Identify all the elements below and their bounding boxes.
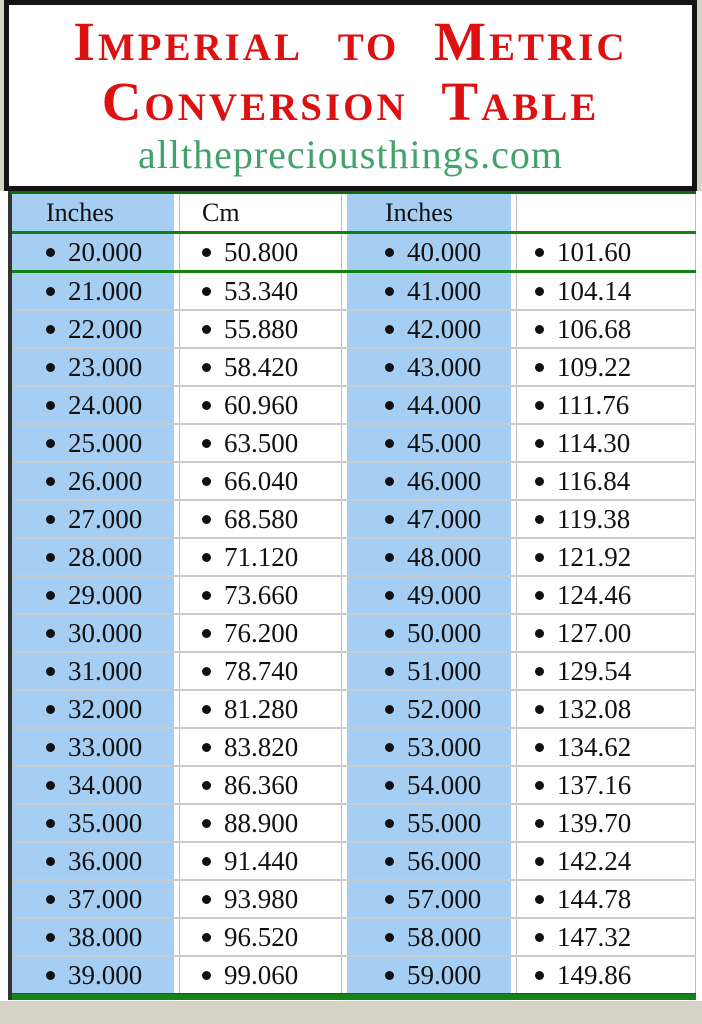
bullet-icon <box>46 971 55 980</box>
inches-left-cell <box>12 767 174 803</box>
bullet-icon <box>535 933 544 942</box>
cell-value: 30.000 <box>68 618 143 648</box>
bullet-icon <box>202 477 211 486</box>
bullet-icon <box>535 439 544 448</box>
bullet-icon <box>385 515 394 524</box>
cell-value: 66.040 <box>224 466 299 496</box>
cell-value: 22.000 <box>68 314 143 344</box>
cell-value: 63.500 <box>224 428 299 458</box>
inches-left-cell <box>12 957 174 993</box>
table-row <box>12 425 696 461</box>
cm-left-cell <box>179 234 342 270</box>
cm-left-cell <box>179 729 342 765</box>
page-title-line1: Imperial to Metric <box>73 11 628 72</box>
cell-value: 96.520 <box>224 922 299 952</box>
cell-value: 50.000 <box>407 618 482 648</box>
cell-value: 45.000 <box>407 428 482 458</box>
page-title-line2: Conversion Table <box>101 71 600 132</box>
table-row <box>12 653 696 689</box>
cell-value: 20.000 <box>68 237 143 267</box>
bullet-icon <box>46 325 55 334</box>
bullet-icon <box>46 857 55 866</box>
bullet-icon <box>385 439 394 448</box>
bullet-icon <box>202 325 211 334</box>
table-row <box>12 349 696 385</box>
cm-right-cell <box>516 349 696 385</box>
bullet-icon <box>202 705 211 714</box>
bullet-icon <box>202 819 211 828</box>
cm-right-cell <box>516 311 696 347</box>
cell-value: 47.000 <box>407 504 482 534</box>
bullet-icon <box>535 781 544 790</box>
inches-right-cell <box>347 919 511 955</box>
cell-value: 59.000 <box>407 960 482 990</box>
cell-value: 26.000 <box>68 466 143 496</box>
inches-left-cell <box>12 387 174 423</box>
table-bottom-border <box>12 993 696 1000</box>
website-url: allthepreciousthings.com <box>137 132 563 177</box>
cell-value: 58.420 <box>224 352 299 382</box>
cm-right-cell <box>516 273 696 309</box>
inches-left-cell <box>12 919 174 955</box>
bullet-icon <box>202 553 211 562</box>
bullet-icon <box>385 325 394 334</box>
bullet-icon <box>535 248 544 257</box>
table-row <box>12 577 696 613</box>
column-header-cm-right <box>516 194 696 231</box>
cell-value: 149.86 <box>557 960 632 990</box>
cell-value: 91.440 <box>224 846 299 876</box>
cell-value: 99.060 <box>224 960 299 990</box>
bullet-icon <box>535 971 544 980</box>
cm-right-cell <box>516 463 696 499</box>
inches-left-cell <box>12 615 174 651</box>
cell-value: 27.000 <box>68 504 143 534</box>
bullet-icon <box>46 819 55 828</box>
inches-left-cell <box>12 463 174 499</box>
cell-value: 43.000 <box>407 352 482 382</box>
cell-value: 48.000 <box>407 542 482 572</box>
cm-right-cell <box>516 805 696 841</box>
bullet-icon <box>202 667 211 676</box>
bullet-icon <box>385 743 394 752</box>
bullet-icon <box>202 248 211 257</box>
cm-right-cell <box>516 501 696 537</box>
table-row <box>12 957 696 993</box>
cell-value: 32.000 <box>68 694 143 724</box>
inches-left-cell <box>12 425 174 461</box>
bullet-icon <box>202 743 211 752</box>
bullet-icon <box>46 743 55 752</box>
cell-value: 53.000 <box>407 732 482 762</box>
cell-value: 111.76 <box>557 390 630 420</box>
cell-value: 33.000 <box>68 732 143 762</box>
cm-right-cell <box>516 577 696 613</box>
bullet-icon <box>535 401 544 410</box>
bullet-icon <box>535 857 544 866</box>
table-header-row <box>12 194 696 231</box>
bullet-icon <box>385 363 394 372</box>
cm-right-cell <box>516 425 696 461</box>
inches-right-cell <box>347 767 511 803</box>
cm-left-cell <box>179 577 342 613</box>
bullet-icon <box>46 477 55 486</box>
cm-right-cell <box>516 881 696 917</box>
table-row <box>12 501 696 537</box>
cell-value: 53.340 <box>224 276 299 306</box>
cell-value: 144.78 <box>557 884 632 914</box>
bullet-icon <box>385 667 394 676</box>
bullet-icon <box>202 857 211 866</box>
table-row <box>12 615 696 651</box>
bullet-icon <box>385 781 394 790</box>
inches-right-cell <box>347 577 511 613</box>
inches-left-cell <box>12 539 174 575</box>
inches-left-cell <box>12 843 174 879</box>
cm-right-cell <box>516 539 696 575</box>
cell-value: 40.000 <box>407 237 482 267</box>
cell-value: 116.84 <box>557 466 631 496</box>
cell-value: 83.820 <box>224 732 299 762</box>
inches-right-cell <box>347 234 511 270</box>
cell-value: 41.000 <box>407 276 482 306</box>
cell-value: 104.14 <box>557 276 632 306</box>
inches-right-cell <box>347 463 511 499</box>
cell-value: 142.24 <box>557 846 632 876</box>
bullet-icon <box>535 705 544 714</box>
bullet-icon <box>202 971 211 980</box>
inches-right-cell <box>347 881 511 917</box>
cm-left-cell <box>179 767 342 803</box>
cell-value: 81.280 <box>224 694 299 724</box>
table-row <box>12 843 696 879</box>
bullet-icon <box>385 477 394 486</box>
bullet-icon <box>46 363 55 372</box>
cm-right-cell <box>516 234 696 270</box>
table-row <box>12 729 696 765</box>
bullet-icon <box>46 895 55 904</box>
cell-value: 39.000 <box>68 960 143 990</box>
cm-left-cell <box>179 425 342 461</box>
inches-left-cell <box>12 691 174 727</box>
cell-value: 25.000 <box>68 428 143 458</box>
inches-left-cell <box>12 349 174 385</box>
cell-value: 78.740 <box>224 656 299 686</box>
table-row <box>12 805 696 841</box>
cell-value: 55.000 <box>407 808 482 838</box>
cm-left-cell <box>179 311 342 347</box>
inches-left-cell <box>12 729 174 765</box>
inches-right-cell <box>347 273 511 309</box>
cm-left-cell <box>179 843 342 879</box>
cm-left-cell <box>179 691 342 727</box>
bullet-icon <box>46 439 55 448</box>
cm-right-cell <box>516 691 696 727</box>
cell-value: 76.200 <box>224 618 299 648</box>
bullet-icon <box>535 287 544 296</box>
cell-value: 50.800 <box>224 237 299 267</box>
cell-value: 36.000 <box>68 846 143 876</box>
cell-value: 119.38 <box>557 504 631 534</box>
inches-right-cell <box>347 957 511 993</box>
cell-value: 60.960 <box>224 390 299 420</box>
cm-right-cell <box>516 843 696 879</box>
cell-value: 121.92 <box>557 542 632 572</box>
column-header-cm-left: Cm <box>179 194 342 231</box>
inches-right-cell <box>347 501 511 537</box>
cell-value: 52.000 <box>407 694 482 724</box>
bullet-icon <box>535 667 544 676</box>
cm-right-cell <box>516 615 696 651</box>
bullet-icon <box>46 401 55 410</box>
bullet-icon <box>535 743 544 752</box>
cell-value: 109.22 <box>557 352 632 382</box>
cell-value: 101.60 <box>557 237 632 267</box>
table-row <box>12 273 696 309</box>
bullet-icon <box>385 819 394 828</box>
bullet-icon <box>535 553 544 562</box>
table-row <box>12 919 696 955</box>
cell-value: 86.360 <box>224 770 299 800</box>
cell-value: 132.08 <box>557 694 632 724</box>
bullet-icon <box>535 325 544 334</box>
cell-value: 106.68 <box>557 314 632 344</box>
bullet-icon <box>535 477 544 486</box>
bullet-icon <box>46 667 55 676</box>
table-row <box>12 234 696 270</box>
inches-right-cell <box>347 349 511 385</box>
inches-right-cell <box>347 653 511 689</box>
cell-value: 127.00 <box>557 618 632 648</box>
cm-left-cell <box>179 273 342 309</box>
cm-left-cell <box>179 349 342 385</box>
bullet-icon <box>385 629 394 638</box>
bullet-icon <box>202 933 211 942</box>
cell-value: 37.000 <box>68 884 143 914</box>
cell-value: 139.70 <box>557 808 632 838</box>
bullet-icon <box>202 515 211 524</box>
cell-value: 44.000 <box>407 390 482 420</box>
bullet-icon <box>535 819 544 828</box>
inches-right-cell <box>347 539 511 575</box>
bullet-icon <box>385 705 394 714</box>
bullet-icon <box>385 971 394 980</box>
bullet-icon <box>385 895 394 904</box>
cell-value: 29.000 <box>68 580 143 610</box>
bullet-icon <box>385 401 394 410</box>
cell-value: 58.000 <box>407 922 482 952</box>
cell-value: 57.000 <box>407 884 482 914</box>
cm-left-cell <box>179 805 342 841</box>
cell-value: 134.62 <box>557 732 632 762</box>
cell-value: 54.000 <box>407 770 482 800</box>
bullet-icon <box>46 933 55 942</box>
cell-value: 31.000 <box>68 656 143 686</box>
cell-value: 21.000 <box>68 276 143 306</box>
cell-value: 73.660 <box>224 580 299 610</box>
table-row <box>12 691 696 727</box>
cell-value: 46.000 <box>407 466 482 496</box>
bullet-icon <box>535 363 544 372</box>
cell-value: 55.880 <box>224 314 299 344</box>
bullet-icon <box>535 895 544 904</box>
table-row <box>12 881 696 917</box>
inches-right-cell <box>347 387 511 423</box>
cell-value: 137.16 <box>557 770 632 800</box>
inches-left-cell <box>12 273 174 309</box>
cell-value: 28.000 <box>68 542 143 572</box>
inches-left-cell <box>12 234 174 270</box>
inches-left-cell <box>12 577 174 613</box>
cm-left-cell <box>179 957 342 993</box>
cell-value: 147.32 <box>557 922 632 952</box>
cell-value: 68.580 <box>224 504 299 534</box>
table-row <box>12 463 696 499</box>
bullet-icon <box>46 781 55 790</box>
cell-value: 49.000 <box>407 580 482 610</box>
bullet-icon <box>46 705 55 714</box>
bullet-icon <box>535 591 544 600</box>
inches-left-cell <box>12 501 174 537</box>
header-box <box>4 0 697 191</box>
inches-left-cell <box>12 881 174 917</box>
bullet-icon <box>202 401 211 410</box>
inches-left-cell <box>12 311 174 347</box>
table-row <box>12 767 696 803</box>
table-row <box>12 539 696 575</box>
bullet-icon <box>46 287 55 296</box>
table-row <box>12 311 696 347</box>
column-header-inches-right: Inches <box>347 194 511 231</box>
cm-left-cell <box>179 387 342 423</box>
inches-right-cell <box>347 691 511 727</box>
table-body <box>12 234 696 993</box>
bullet-icon <box>385 248 394 257</box>
cell-value: 114.30 <box>557 428 631 458</box>
conversion-table <box>8 191 696 1000</box>
bullet-icon <box>202 781 211 790</box>
cell-value: 42.000 <box>407 314 482 344</box>
bullet-icon <box>46 591 55 600</box>
cell-value: 71.120 <box>224 542 299 572</box>
cell-value: 35.000 <box>68 808 143 838</box>
bullet-icon <box>202 895 211 904</box>
bullet-icon <box>202 629 211 638</box>
cm-right-cell <box>516 729 696 765</box>
bullet-icon <box>202 363 211 372</box>
bullet-icon <box>385 553 394 562</box>
bullet-icon <box>385 857 394 866</box>
inches-right-cell <box>347 615 511 651</box>
inches-right-cell <box>347 729 511 765</box>
cell-value: 93.980 <box>224 884 299 914</box>
inches-left-cell <box>12 653 174 689</box>
cm-right-cell <box>516 919 696 955</box>
bullet-icon <box>385 933 394 942</box>
cm-right-cell <box>516 653 696 689</box>
cm-left-cell <box>179 653 342 689</box>
cm-right-cell <box>516 767 696 803</box>
cm-right-cell <box>516 387 696 423</box>
cell-value: 88.900 <box>224 808 299 838</box>
bullet-icon <box>385 591 394 600</box>
cm-left-cell <box>179 881 342 917</box>
cell-value: 23.000 <box>68 352 143 382</box>
cell-value: 24.000 <box>68 390 143 420</box>
cm-left-cell <box>179 463 342 499</box>
inches-right-cell <box>347 425 511 461</box>
bullet-icon <box>535 515 544 524</box>
bullet-icon <box>202 439 211 448</box>
cm-left-cell <box>179 919 342 955</box>
inches-right-cell <box>347 805 511 841</box>
bullet-icon <box>535 629 544 638</box>
bullet-icon <box>46 629 55 638</box>
table-row <box>12 387 696 423</box>
bullet-icon <box>46 515 55 524</box>
inches-right-cell <box>347 843 511 879</box>
cell-value: 129.54 <box>557 656 632 686</box>
cell-value: 38.000 <box>68 922 143 952</box>
bullet-icon <box>202 287 211 296</box>
cm-left-cell <box>179 539 342 575</box>
inches-right-cell <box>347 311 511 347</box>
cm-right-cell <box>516 957 696 993</box>
column-header-inches-left: Inches <box>12 194 174 231</box>
cm-left-cell <box>179 501 342 537</box>
bullet-icon <box>202 591 211 600</box>
inches-left-cell <box>12 805 174 841</box>
cell-value: 51.000 <box>407 656 482 686</box>
cell-value: 34.000 <box>68 770 143 800</box>
bullet-icon <box>385 287 394 296</box>
bullet-icon <box>46 248 55 257</box>
cell-value: 124.46 <box>557 580 632 610</box>
cm-left-cell <box>179 615 342 651</box>
bullet-icon <box>46 553 55 562</box>
cell-value: 56.000 <box>407 846 482 876</box>
